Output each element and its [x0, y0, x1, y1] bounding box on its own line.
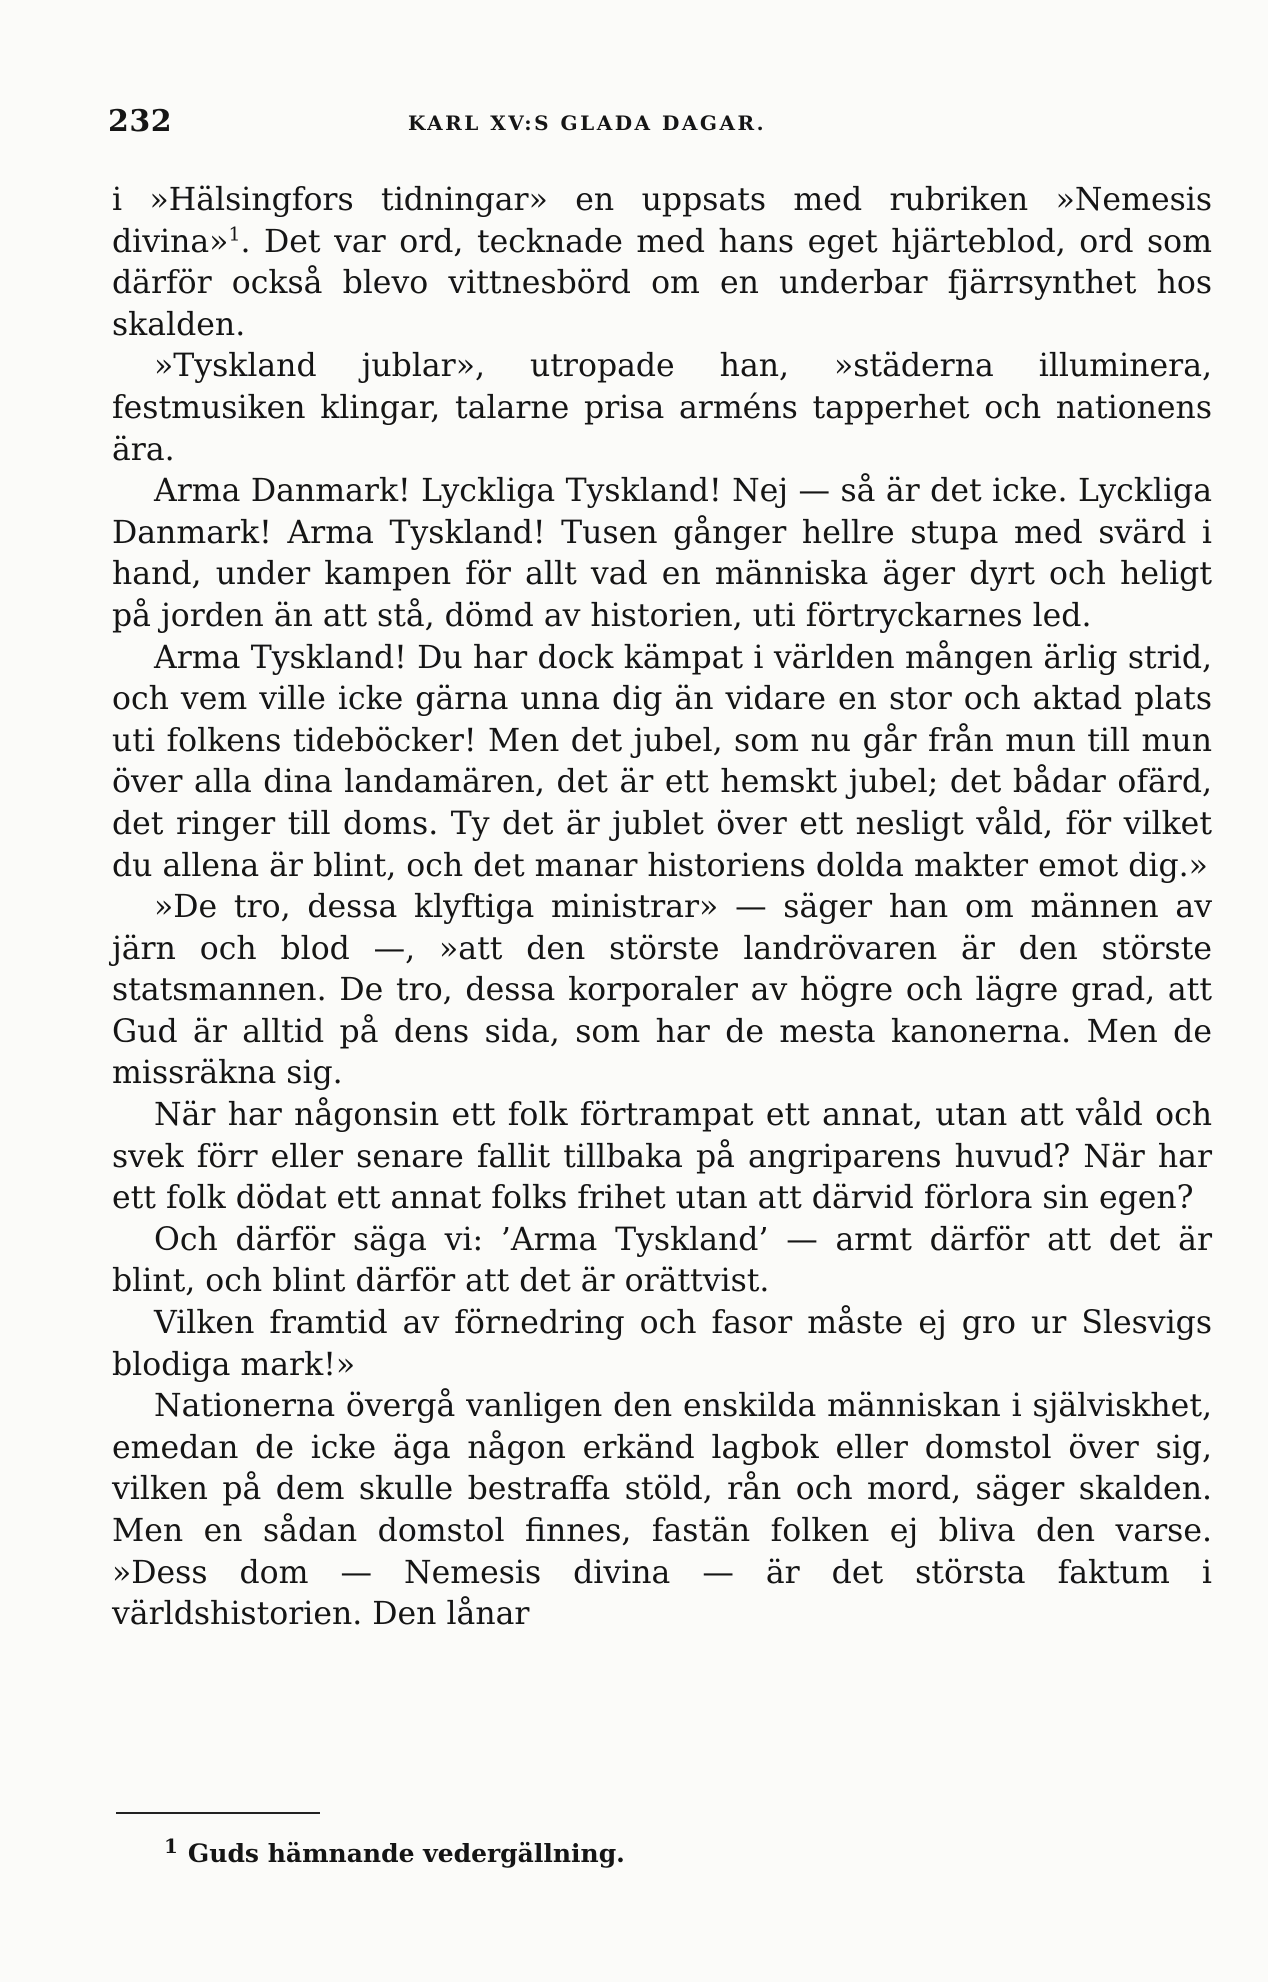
footnote-mark: 1	[164, 1833, 178, 1858]
footnote-text: Guds hämnande vedergällning.	[187, 1839, 625, 1868]
page-number: 232	[108, 104, 173, 139]
paragraph-4: Arma Tyskland! Du har dock kämpat i världen mången ärlig strid, och vem ville icke gärna unna dig än vidare en stor och aktad plats uti folkens tideböcker! Men det jubel, som nu går från mun till mun över alla dina landamären, det är ett hemskt jubel; det bådar ofärd, det ringer till doms. Ty det är jublet över ett nesligt våld, för vilket du allena är blint, och det manar historiens dolda makter emot dig.»	[112, 639, 1212, 884]
footnote	[164, 1833, 625, 1872]
footnote-divider	[116, 1812, 320, 1814]
footnote-reference: 1	[228, 223, 241, 246]
paragraph-6: När har någonsin ett folk förtrampat ett annat, utan att våld och svek förr eller senare fallit tillbaka på angriparens huvud? När har ett folk dödat ett annat folks frihet utan att därvid förlora sin egen?	[112, 1097, 1212, 1217]
page-header	[108, 104, 1216, 144]
paragraph-1-start: i »Hälsingfors tidningar» en uppsats med rubriken »Nemesis divina»	[112, 182, 1212, 260]
running-title: KARL XV:S GLADA DAGAR.	[408, 111, 767, 135]
paragraph-5: »De tro, dessa klyftiga ministrar» — säger han om männen av järn och blod —, »att den störste landrövaren är den störste statsmannen. De tro, dessa korporaler av högre och lägre grad, att Gud är alltid på dens sida, som har de mesta kanonerna. Men de missräkna sig.	[112, 889, 1212, 1092]
paragraph-2: »Tyskland jublar», utropade han, »städerna illuminera, festmusiken klingar, talarne prisa arméns tapperhet och nationens ära.	[112, 348, 1212, 468]
paragraph-3: Arma Danmark! Lyckliga Tyskland! Nej — så är det icke. Lyckliga Danmark! Arma Tyskland! Tusen gånger hellre stupa med svärd i hand, under kampen för allt vad en människa äger dyrt och heligt på jorden än att stå, dömd av historien, uti förtryckarnes led.	[112, 473, 1212, 634]
body-text	[112, 180, 1212, 1636]
paragraph-1	[112, 180, 1212, 346]
paragraph-8: Vilken framtid av förnedring och fasor måste ej gro ur Slesvigs blodiga mark!»	[112, 1305, 1212, 1383]
paragraph-1-end: . Det var ord, tecknade med hans eget hjärteblod, ord som därför också blevo vittnesbörd om en underbar fjärrsynthet hos skalden.	[112, 223, 1212, 343]
paragraph-7: Och därför säga vi: ’Arma Tyskland’ — armt därför att det är blint, och blint därför att det är orättvist.	[112, 1221, 1212, 1300]
paragraph-9: Nationerna övergå vanligen den enskilda människan i själviskhet, emedan de icke äga någon erkänd lagbok eller domstol över sig, vilken på dem skulle bestraffa stöld, rån och mord, säger skalden. Men en sådan domstol finnes, fastän folken ej bliva den varse. »Dess dom — Nemesis divina — är det största faktum i världshistorien. Den lånar	[112, 1388, 1212, 1633]
